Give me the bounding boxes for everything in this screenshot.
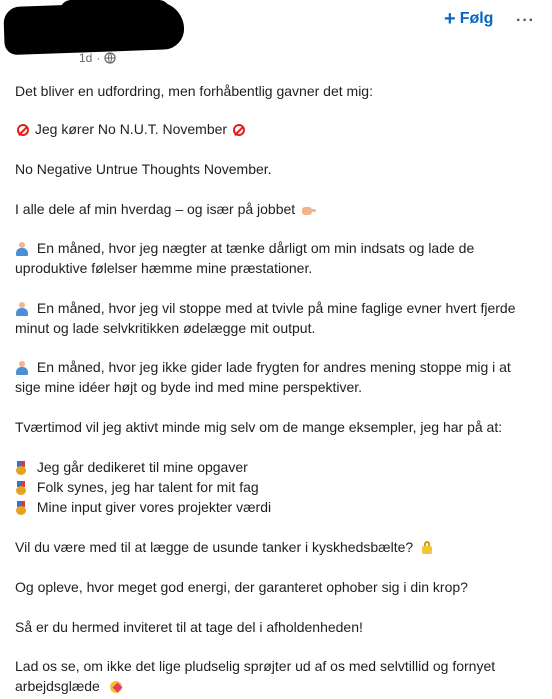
post-timestamp: 1d: [79, 51, 93, 65]
pointing-hand-icon: [302, 204, 316, 216]
post-line: Lad os se, om ikke det lige pludselig sprøjter ud af os med selvtillid og fornyet: [15, 658, 496, 674]
follow-label: Følg: [459, 10, 494, 27]
post-line: minut og lade selvkritikken ødelægge mit output.: [15, 320, 316, 336]
more-options-button[interactable]: ···: [516, 12, 535, 29]
post-line: Vil du være med til at lægge de usunde tanker i kyskhedsbælte?: [15, 537, 433, 557]
post-line: uproduktive følelser hæmme mine præstationer.: [15, 260, 313, 276]
person-laptop-icon: [15, 361, 29, 375]
post-line: arbejdsglæde: [15, 676, 124, 696]
post-line: Mine input giver vores projekter værdi: [15, 497, 271, 517]
post-line: Det bliver en udfordring, men forhåbentlig gavner det mig:: [15, 83, 373, 99]
post-line: En måned, hvor jeg nægter at tænke dårligt om min indsats og lade de: [15, 238, 474, 258]
post-line: Jeg går dedikeret til mine opgaver: [15, 457, 248, 477]
heart-icon: [108, 680, 124, 694]
post-line: Folk synes, jeg har talent for mit fag: [15, 477, 259, 497]
person-laptop-icon: [15, 302, 29, 316]
post-line: I alle dele af min hverdag – og især på jobbet: [15, 199, 316, 219]
no-entry-icon: [233, 124, 245, 136]
follow-button[interactable]: [444, 10, 493, 28]
medal-icon: [15, 501, 27, 515]
lock-icon: [421, 541, 433, 555]
post-line: Jeg kører No N.U.T. November: [15, 119, 247, 139]
post-line: Så er du hermed inviteret til at tage del i afholdenheden!: [15, 619, 363, 635]
person-laptop-icon: [15, 242, 29, 256]
medal-icon: [15, 481, 27, 495]
post-line: No Negative Untrue Thoughts November.: [15, 161, 272, 177]
post-line: Tværtimod vil jeg aktivt minde mig selv om de mange eksempler, jeg har på at:: [15, 419, 503, 435]
post-line: En måned, hvor jeg vil stoppe med at tvivle på mine faglige evner hvert fjerde: [15, 298, 515, 318]
post-meta: 1d ·: [79, 51, 116, 65]
medal-icon: [15, 461, 27, 475]
globe-icon: [104, 52, 116, 64]
plus-icon: +: [444, 8, 456, 30]
post-line: En måned, hvor jeg ikke gider lade frygten for andres mening stoppe mig i at: [15, 357, 511, 377]
post-line: Og opleve, hvor meget god energi, der garanteret ophober sig i din krop?: [15, 579, 468, 595]
redacted-author-name-extra: [60, 0, 170, 22]
no-entry-icon: [17, 124, 29, 136]
post-line: sige mine idéer højt og byde ind med mine perspektiver.: [15, 379, 363, 395]
